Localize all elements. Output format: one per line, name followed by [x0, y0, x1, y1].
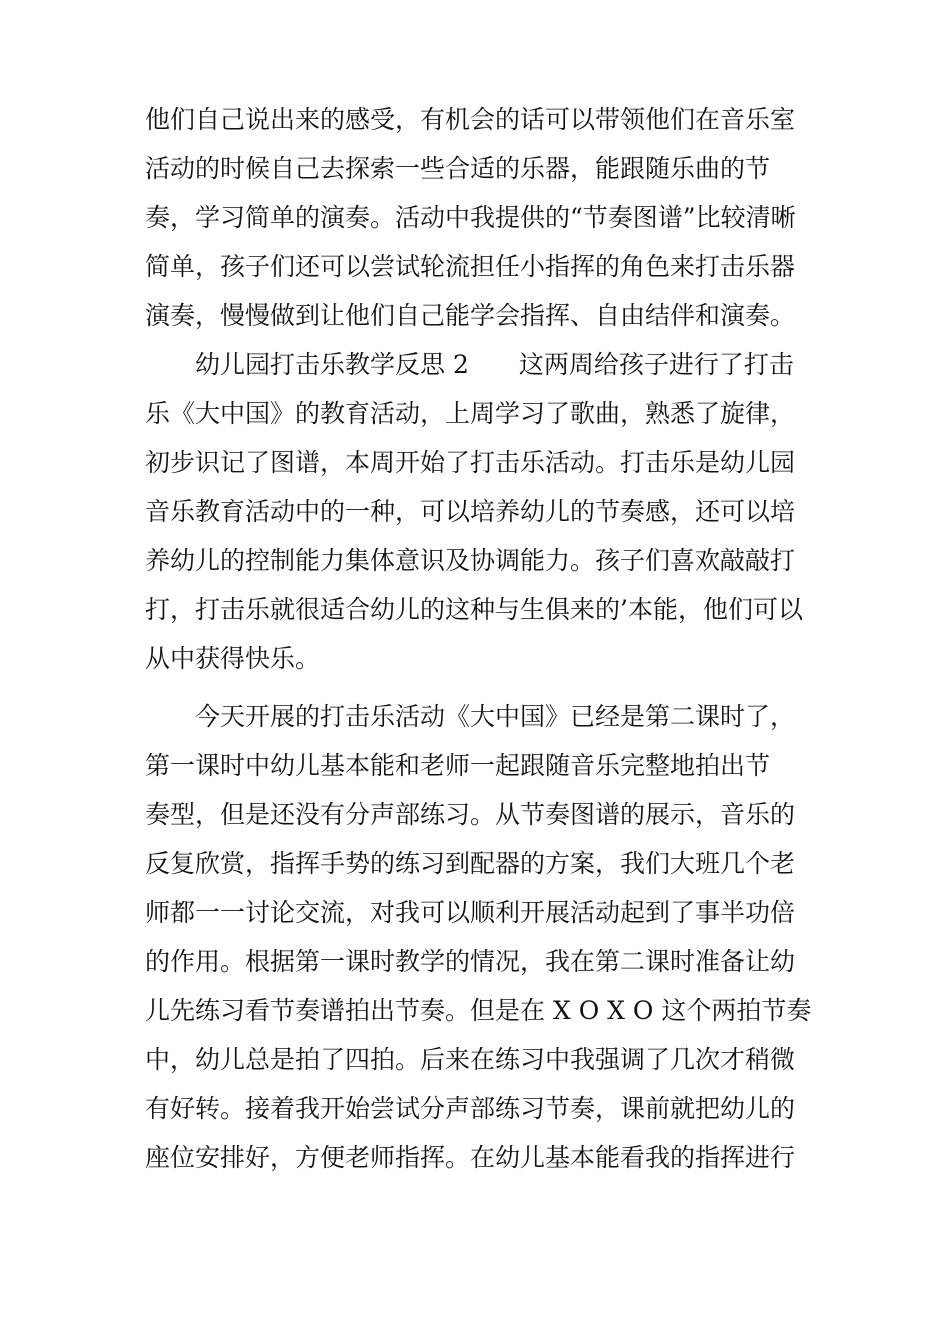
text-line: 反复欣赏，指挥手势的练习到配器的方案，我们大班几个老 — [145, 849, 796, 878]
text-line: 师都一一讨论交流，对我可以顺利开展活动起到了事半功倍 — [145, 898, 796, 927]
text-line: 养幼儿的控制能力集体意识及协调能力。孩子们喜欢敲敲打 — [145, 546, 796, 575]
text-line-paragraph-start: 今天开展的打击乐活动《大中国》已经是第二课时了， — [195, 702, 796, 731]
text-line: 的作用。根据第一课时教学的情况，我在第二课时准备让幼 — [145, 947, 796, 976]
text-line: 音乐教育活动中的一种，可以培养幼儿的节奏感，还可以培 — [145, 497, 796, 526]
text-line: 打，打击乐就很适合幼儿的这种与生俱来的’本能，他们可以 — [145, 595, 803, 624]
text-line: 儿先练习看节奏谱拍出节奏。但是在 X O X O 这个两拍节奏 — [145, 996, 812, 1025]
text-line: 有好转。接着我开始尝试分声部练习节奏，课前就把幼儿的 — [145, 1094, 796, 1123]
text-line: 奏，学习简单的演奏。活动中我提供的“节奏图谱”比较清晰 — [145, 203, 796, 232]
text-line: 初步识记了图谱，本周开始了打击乐活动。打击乐是幼儿园 — [145, 448, 796, 477]
text-line: 乐《大中国》的教育活动，上周学习了歌曲，熟悉了旋律， — [145, 399, 796, 428]
text-line: 简单，孩子们还可以尝试轮流担任小指挥的角色来打击乐器 — [145, 252, 796, 281]
text-line: 第一课时中幼儿基本能和老师一起跟随音乐完整地拍出节 — [145, 751, 771, 780]
text-line: 座位安排好，方便老师指挥。在幼儿基本能看我的指挥进行 — [145, 1143, 796, 1172]
text-line: 中，幼儿总是拍了四拍。后来在练习中我强调了几次才稍微 — [145, 1045, 796, 1074]
text-line: 演奏，慢慢做到让他们自己能学会指挥、自由结伴和演奏。 — [145, 301, 796, 330]
text-line-section-heading: 幼儿园打击乐教学反思 2 这两周给孩子进行了打击 — [195, 350, 794, 379]
text-line: 活动的时候自己去探索一些合适的乐器，能跟随乐曲的节 — [145, 154, 771, 183]
text-line: 从中获得快乐。 — [145, 644, 321, 673]
text-line: 奏型，但是还没有分声部练习。从节奏图谱的展示，音乐的 — [145, 800, 796, 829]
text-line: 他们自己说出来的感受，有机会的话可以带领他们在音乐室 — [145, 105, 796, 134]
